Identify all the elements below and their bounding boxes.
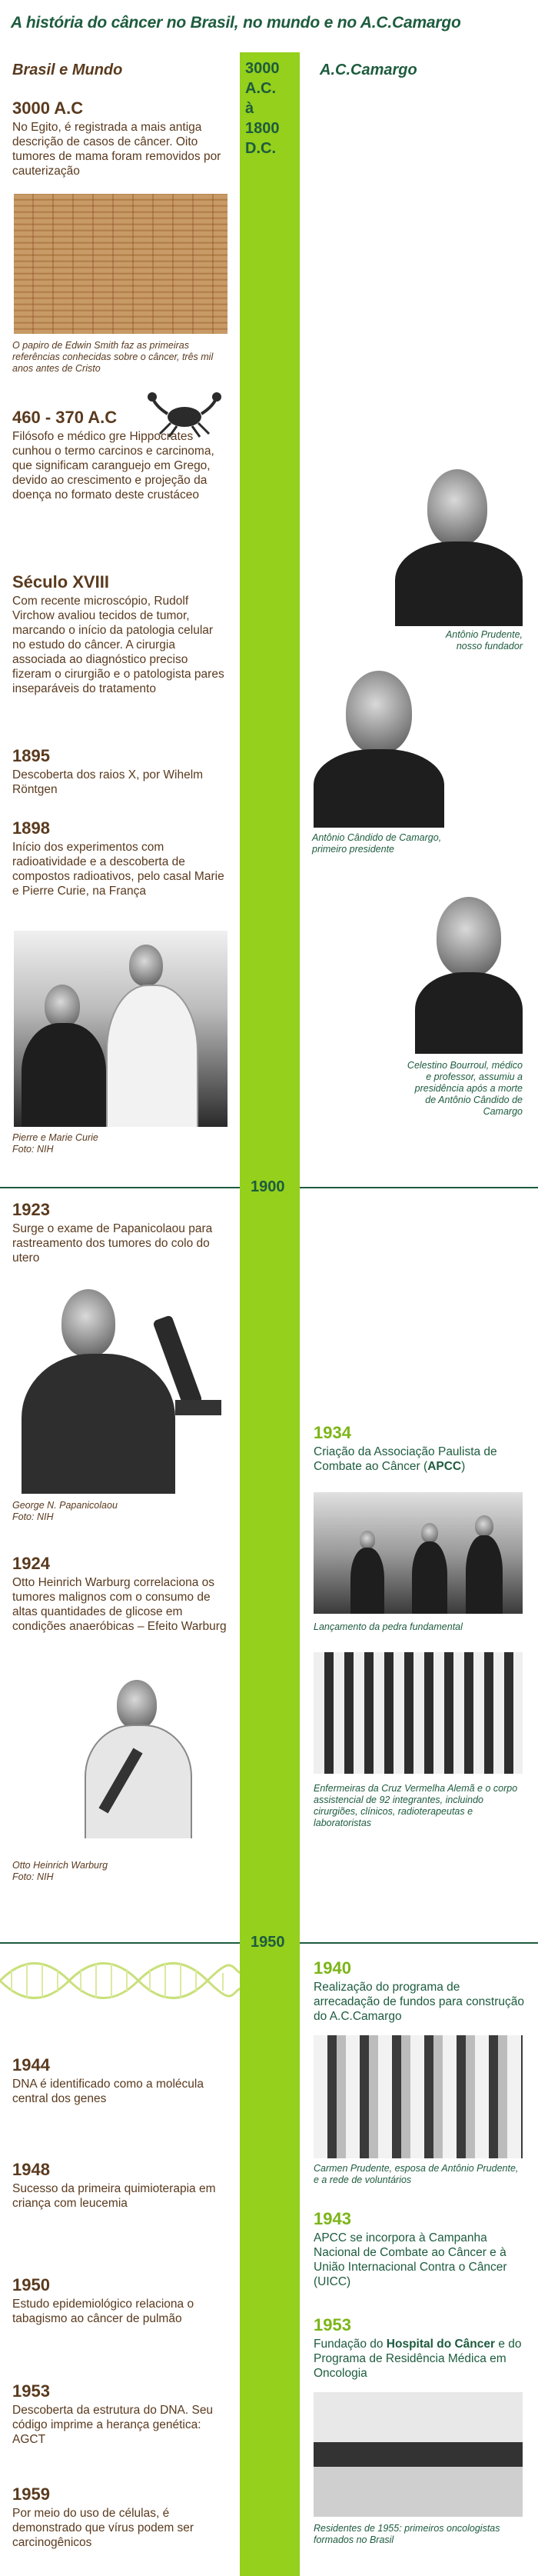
event-year: 1953 [12, 2381, 50, 2401]
event-year: 1944 [12, 2055, 50, 2074]
event-year: 1898 [12, 818, 50, 838]
event-text: Fundação do Hospital do Câncer e do Programa de Residência Médica em Oncologia [314, 2338, 522, 2380]
warburg-photo [61, 1677, 215, 1838]
timeline-bar [240, 52, 300, 2576]
column-heading-brasil-mundo: Brasil e Mundo [12, 62, 123, 78]
event-text: Filósofo e médico gre Hippocrates cunhou o termo carcinos e carcinoma, que significam caranguejo em Grego, devido ao crescimento e projeção da doença no formato deste crustáceo [12, 430, 214, 502]
antonio-candido-photo [314, 666, 444, 828]
event-text: Estudo epidemiológico relaciona o tabagismo ao câncer de pulmão [12, 2298, 194, 2325]
image-caption: Residentes de 1955: primeiros oncologistas formados no Brasil [314, 2523, 500, 2545]
residentes-photo [314, 2392, 523, 2517]
image-caption: Antônio Cândido de Camargo, primeiro presidente [312, 832, 442, 855]
event-text: DNA é identificado como a molécula central dos genes [12, 2078, 204, 2105]
event-year: 1953 [314, 2315, 351, 2334]
event-year: 1895 [12, 746, 50, 765]
antonio-prudente-photo [395, 465, 523, 626]
event-year: 1923 [12, 1200, 50, 1219]
voluntarios-photo [314, 2035, 523, 2158]
event-text: No Egito, é registrada a mais antiga descrição de casos de câncer. Oito tumores de mama foram removidos por cauterização [12, 121, 221, 178]
image-caption: Enfermeiras da Cruz Vermelha Alemã e o corpo assistencial de 92 integrantes, incluindo cirurgiões, clínicos, radioterapeutas e laboratoristas [314, 1783, 518, 1828]
dna-helix-decoration [0, 1954, 240, 2008]
enfermeiras-photo [314, 1652, 523, 1774]
pedra-fundamental-photo [314, 1492, 523, 1614]
image-caption: Otto Heinrich Warburg Foto: NIH [12, 1860, 108, 1882]
event-year: 1940 [314, 1958, 351, 1978]
event-year: 1948 [12, 2160, 50, 2179]
papyrus-image [14, 194, 227, 334]
event-text: Início dos experimentos com radioatividade e a descoberta de compostos radioativos, pelo casal Marie e Pierre Curie, na França [12, 841, 224, 898]
image-caption: Pierre e Marie Curie Foto: NIH [12, 1132, 98, 1155]
event-text: APCC se incorpora à Campanha Nacional de Combate ao Câncer e à União Internacional Contra o Câncer (UICC) [314, 2231, 507, 2288]
event-text: Descoberta dos raios X, por Wihelm Röntgen [12, 768, 204, 796]
event-text: Otto Heinrich Warburg correlaciona os tumores malignos com o consumo de altas quantidades de glicose em condições anaeróbicas – Efeito Warburg [12, 1576, 227, 1633]
image-caption: Carmen Prudente, esposa de Antônio Prudente, e a rede de voluntários [314, 2163, 519, 2185]
curie-photo [14, 931, 227, 1127]
event-year: 460 - 370 A.C [12, 408, 118, 427]
column-heading-ac-camargo: A.C.Camargo [320, 62, 417, 78]
image-caption: Lançamento da pedra fundamental [314, 1621, 463, 1632]
image-caption: Antônio Prudente, nosso fundador [445, 629, 523, 651]
page-title: A história do câncer no Brasil, no mundo e no A.C.Camargo [11, 14, 461, 32]
image-caption: George N. Papanicolaou Foto: NIH [12, 1500, 118, 1522]
event-year: 1943 [314, 2209, 351, 2228]
era-label-1900: 1900 [240, 1177, 300, 1197]
event-year: 1934 [314, 1423, 351, 1442]
event-year: 1959 [12, 2484, 50, 2504]
event-text: Surge o exame de Papanicolaou para rastreamento dos tumores do colo do utero [12, 1222, 213, 1265]
event-year: 1924 [12, 1554, 50, 1573]
event-text: Com recente microscópio, Rudolf Virchow avaliou tecidos de tumor, marcando o início da patologia celular no estudo do câncer. A cirurgia associada ao diagnóstico preciso fizeram o cirurgião e o patologista pares inseparáveis do tratamento [12, 595, 224, 695]
image-caption: O papiro de Edwin Smith faz as primeiras referências conhecidas sobre o câncer, três mil anos antes de Cristo [12, 340, 214, 374]
event-text: Criação da Associação Paulista de Combate ao Câncer (APCC) [314, 1445, 497, 1473]
event-year: 3000 A.C [12, 98, 84, 118]
event-year: Século XVIII [12, 572, 109, 592]
event-text: Realização do programa de arrecadação de fundos para construção do A.C.Camargo [314, 1981, 525, 2023]
event-year: 1950 [12, 2275, 50, 2294]
papanicolaou-photo [14, 1285, 227, 1494]
event-text: Sucesso da primeira quimioterapia em criança com leucemia [12, 2182, 216, 2210]
celestino-bourroul-photo [415, 892, 523, 1054]
era-label-first: 3000 A.C. à 1800 D.C. [245, 60, 280, 157]
image-caption: Celestino Bourroul, médico e professor, assumiu a presidência após a morte de Antônio Cândido de Camargo [407, 1060, 523, 1117]
event-text: Descoberta da estrutura do DNA. Seu código imprime a herança genética: AGCT [12, 2404, 214, 2446]
event-text: Por meio do uso de células, é demonstrado que vírus podem ser carcinogênicos [12, 2507, 194, 2549]
era-label-1950: 1950 [240, 1932, 300, 1952]
